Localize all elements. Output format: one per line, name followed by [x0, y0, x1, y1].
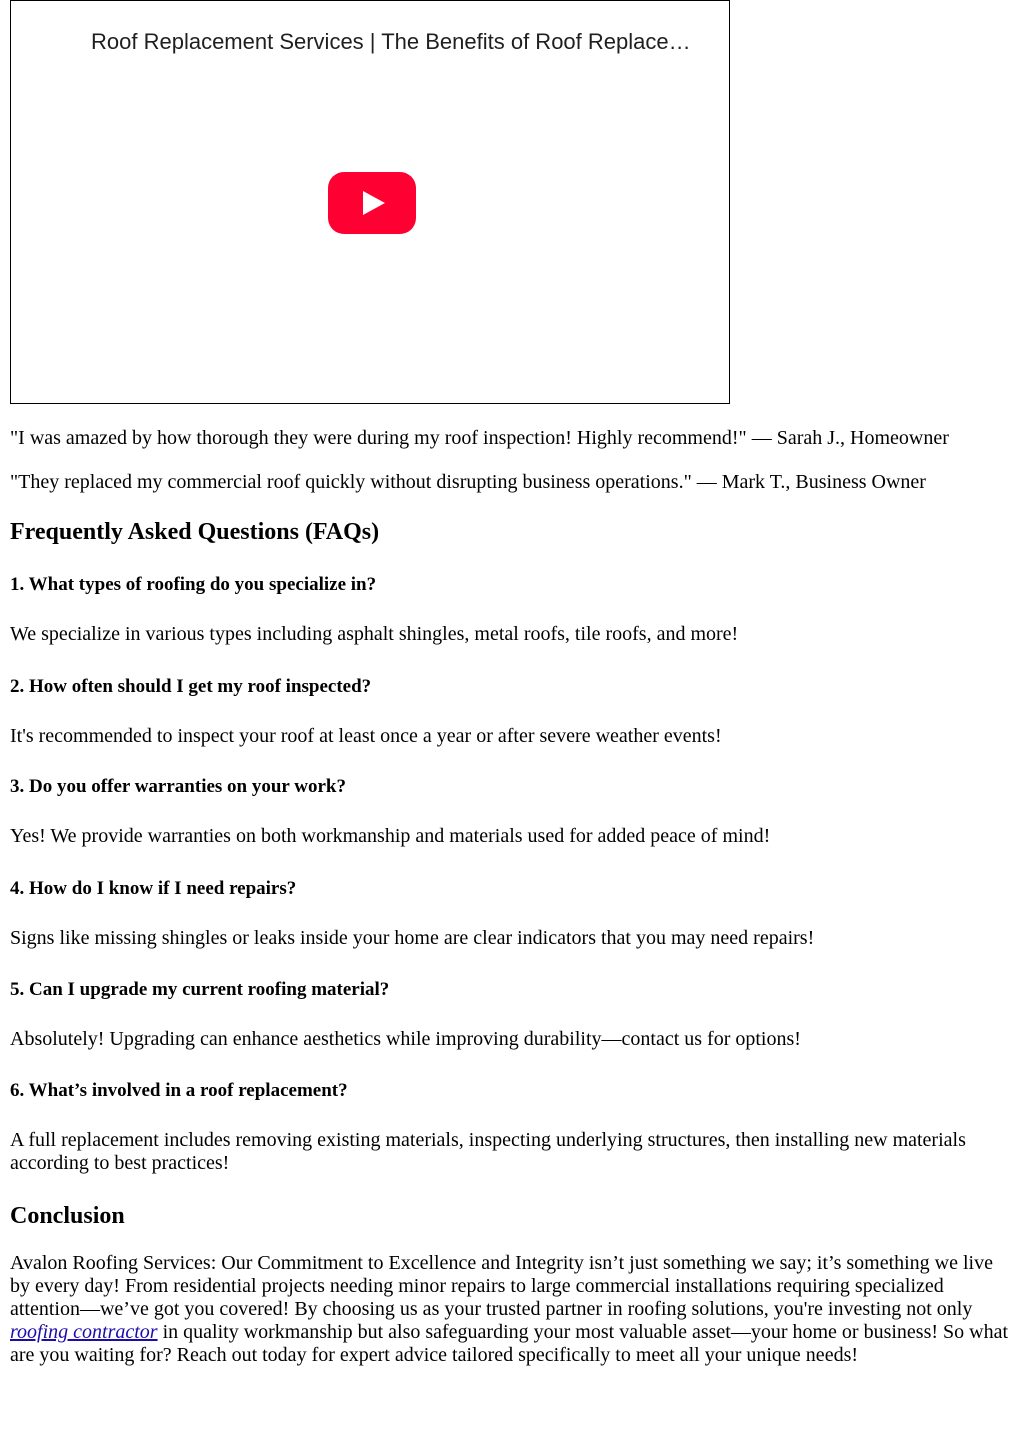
- faq-answer-6: A full replacement includes removing existing materials, inspecting underlying structures, then installing new materials according to best practices!: [10, 1129, 966, 1174]
- conclusion-heading: Conclusion: [10, 1203, 125, 1229]
- youtube-play-icon[interactable]: [328, 172, 416, 234]
- testimonial-mark: "They replaced my commercial roof quickly without disrupting business operations." — Mark T., Business Owner: [10, 471, 926, 493]
- conclusion-paragraph: [10, 1252, 1014, 1367]
- roofing-contractor-link[interactable]: roofing contractor: [10, 1321, 158, 1343]
- faq-question-4: 4. How do I know if I need repairs?: [10, 878, 297, 899]
- conclusion-text-before-link: Avalon Roofing Services: Our Commitment to Excellence and Integrity isn’t just something we say; it’s something we live by every day! From residential projects needing minor repairs to large commercial installations requiring specialized attention—we’ve got you covered! By choosing us as your trusted partner in roofing solutions, you're investing not only: [10, 1252, 993, 1320]
- faq-answer-5: Absolutely! Upgrading can enhance aesthetics while improving durability—contact us for options!: [10, 1028, 801, 1050]
- conclusion-text-after-link: in quality workmanship but also safeguarding your most valuable asset—your home or business! So what are you waiting for? Reach out today for expert advice tailored specifically to meet all your unique needs!: [10, 1321, 1009, 1366]
- faq-question-2: 2. How often should I get my roof inspected?: [10, 676, 372, 697]
- faq-answer-4: Signs like missing shingles or leaks inside your home are clear indicators that you may need repairs!: [10, 927, 815, 949]
- faq-answer-2: It's recommended to inspect your roof at least once a year or after severe weather events!: [10, 725, 722, 747]
- faq-question-5: 5. Can I upgrade my current roofing material?: [10, 979, 390, 1000]
- faq-answer-3: Yes! We provide warranties on both workmanship and materials used for added peace of mind!: [10, 825, 771, 847]
- faq-answer-1: We specialize in various types including asphalt shingles, metal roofs, tile roofs, and more!: [10, 623, 739, 645]
- faq-question-3: 3. Do you offer warranties on your work?: [10, 776, 346, 797]
- video-embed[interactable]: [10, 0, 730, 404]
- video-title[interactable]: Roof Replacement Services | The Benefits of Roof Replace…: [91, 29, 691, 54]
- faq-question-6: 6. What’s involved in a roof replacement?: [10, 1080, 348, 1101]
- testimonial-sarah: "I was amazed by how thorough they were during my roof inspection! Highly recommend!" — Sarah J., Homeowner: [10, 427, 949, 449]
- faq-heading: Frequently Asked Questions (FAQs): [10, 519, 380, 545]
- faq-question-1: 1. What types of roofing do you specialize in?: [10, 574, 377, 595]
